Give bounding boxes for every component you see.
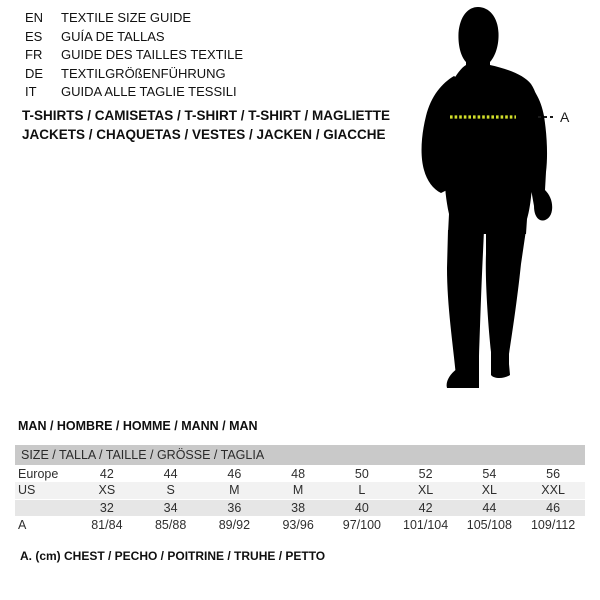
- size-table: [15, 445, 585, 533]
- language-row: [25, 9, 243, 28]
- language-row: [25, 65, 243, 84]
- size-cell: 85/88: [154, 517, 187, 532]
- size-cell: 50: [354, 466, 369, 481]
- size-cell: 38: [291, 500, 306, 515]
- language-row: [25, 83, 243, 102]
- size-cell: 81/84: [91, 517, 123, 532]
- size-cell: L: [358, 483, 366, 498]
- language-label: GUÍA DE TALLAS: [61, 28, 165, 44]
- size-cell: 42: [99, 466, 114, 481]
- size-cell: 56: [546, 466, 561, 481]
- row-label: A: [18, 517, 27, 532]
- size-cell: 44: [482, 500, 497, 515]
- size-cell: 105/108: [466, 517, 512, 532]
- language-row: [25, 28, 243, 47]
- language-label: GUIDA ALLE TAGLIE TESSILI: [61, 84, 237, 99]
- size-cell: 101/104: [403, 517, 449, 532]
- size-cell: S: [166, 483, 175, 498]
- language-code: DE: [25, 65, 44, 81]
- size-cell: XL: [481, 483, 498, 498]
- size-cell: M: [229, 483, 240, 498]
- measure-label: A: [560, 109, 570, 125]
- size-cell: 93/96: [282, 517, 314, 532]
- measurement-note: A. (cm) CHEST / PECHO / POITRINE / TRUHE / PETTO: [20, 549, 326, 563]
- size-cell: 97/100: [342, 517, 381, 532]
- size-cell: 46: [546, 500, 561, 515]
- size-cell: 89/92: [218, 517, 251, 532]
- size-cell: XL: [417, 483, 434, 498]
- section-heading: MAN / HOMBRE / HOMME / MANN / MAN: [18, 419, 258, 433]
- language-row: [25, 46, 243, 65]
- table-row: [15, 465, 585, 482]
- language-label: GUIDE DES TAILLES TEXTILE: [61, 47, 244, 62]
- size-cell: 54: [482, 466, 497, 481]
- size-table-body: [15, 465, 585, 533]
- table-row: [15, 516, 585, 533]
- table-row: [15, 482, 585, 499]
- row-label: Europe: [18, 466, 59, 481]
- language-code: IT: [25, 84, 37, 99]
- category-line: JACKETS / CHAQUETAS / VESTES / JACKEN / GIACCHE: [22, 127, 386, 142]
- size-cell: 46: [227, 466, 242, 481]
- size-cell: 32: [99, 500, 114, 515]
- row-label: US: [18, 483, 36, 498]
- language-code: FR: [25, 47, 43, 62]
- table-row: [15, 499, 585, 516]
- language-code: EN: [25, 10, 44, 25]
- language-label: TEXTILE SIZE GUIDE: [61, 10, 192, 25]
- size-cell: 40: [354, 500, 369, 515]
- size-cell: 42: [418, 500, 433, 515]
- language-list: [25, 9, 243, 102]
- size-table-header-row: [15, 445, 585, 465]
- row-label: [15, 499, 75, 516]
- size-cell: 52: [418, 466, 433, 481]
- size-cell: M: [292, 483, 304, 498]
- man-silhouette: [422, 7, 553, 388]
- category-list: [22, 106, 390, 144]
- man-figure: [412, 4, 584, 396]
- category-line: T-SHIRTS / CAMISETAS / T-SHIRT / T-SHIRT / MAGLIETTE: [22, 108, 391, 123]
- size-cell: 36: [227, 500, 242, 515]
- size-cell: 34: [163, 500, 178, 515]
- size-cell: 109/112: [530, 517, 576, 532]
- size-cell: XS: [98, 483, 116, 498]
- size-table-header: SIZE / TALLA / TAILLE / GRÖSSE / TAGLIA: [15, 445, 585, 465]
- size-cell: XXL: [541, 483, 565, 498]
- language-code: ES: [25, 28, 43, 44]
- language-label: TEXTILGRÖßENFÜHRUNG: [61, 65, 226, 81]
- size-cell: 48: [291, 466, 306, 481]
- man-silhouette-svg: [412, 4, 584, 396]
- size-cell: 44: [163, 466, 178, 481]
